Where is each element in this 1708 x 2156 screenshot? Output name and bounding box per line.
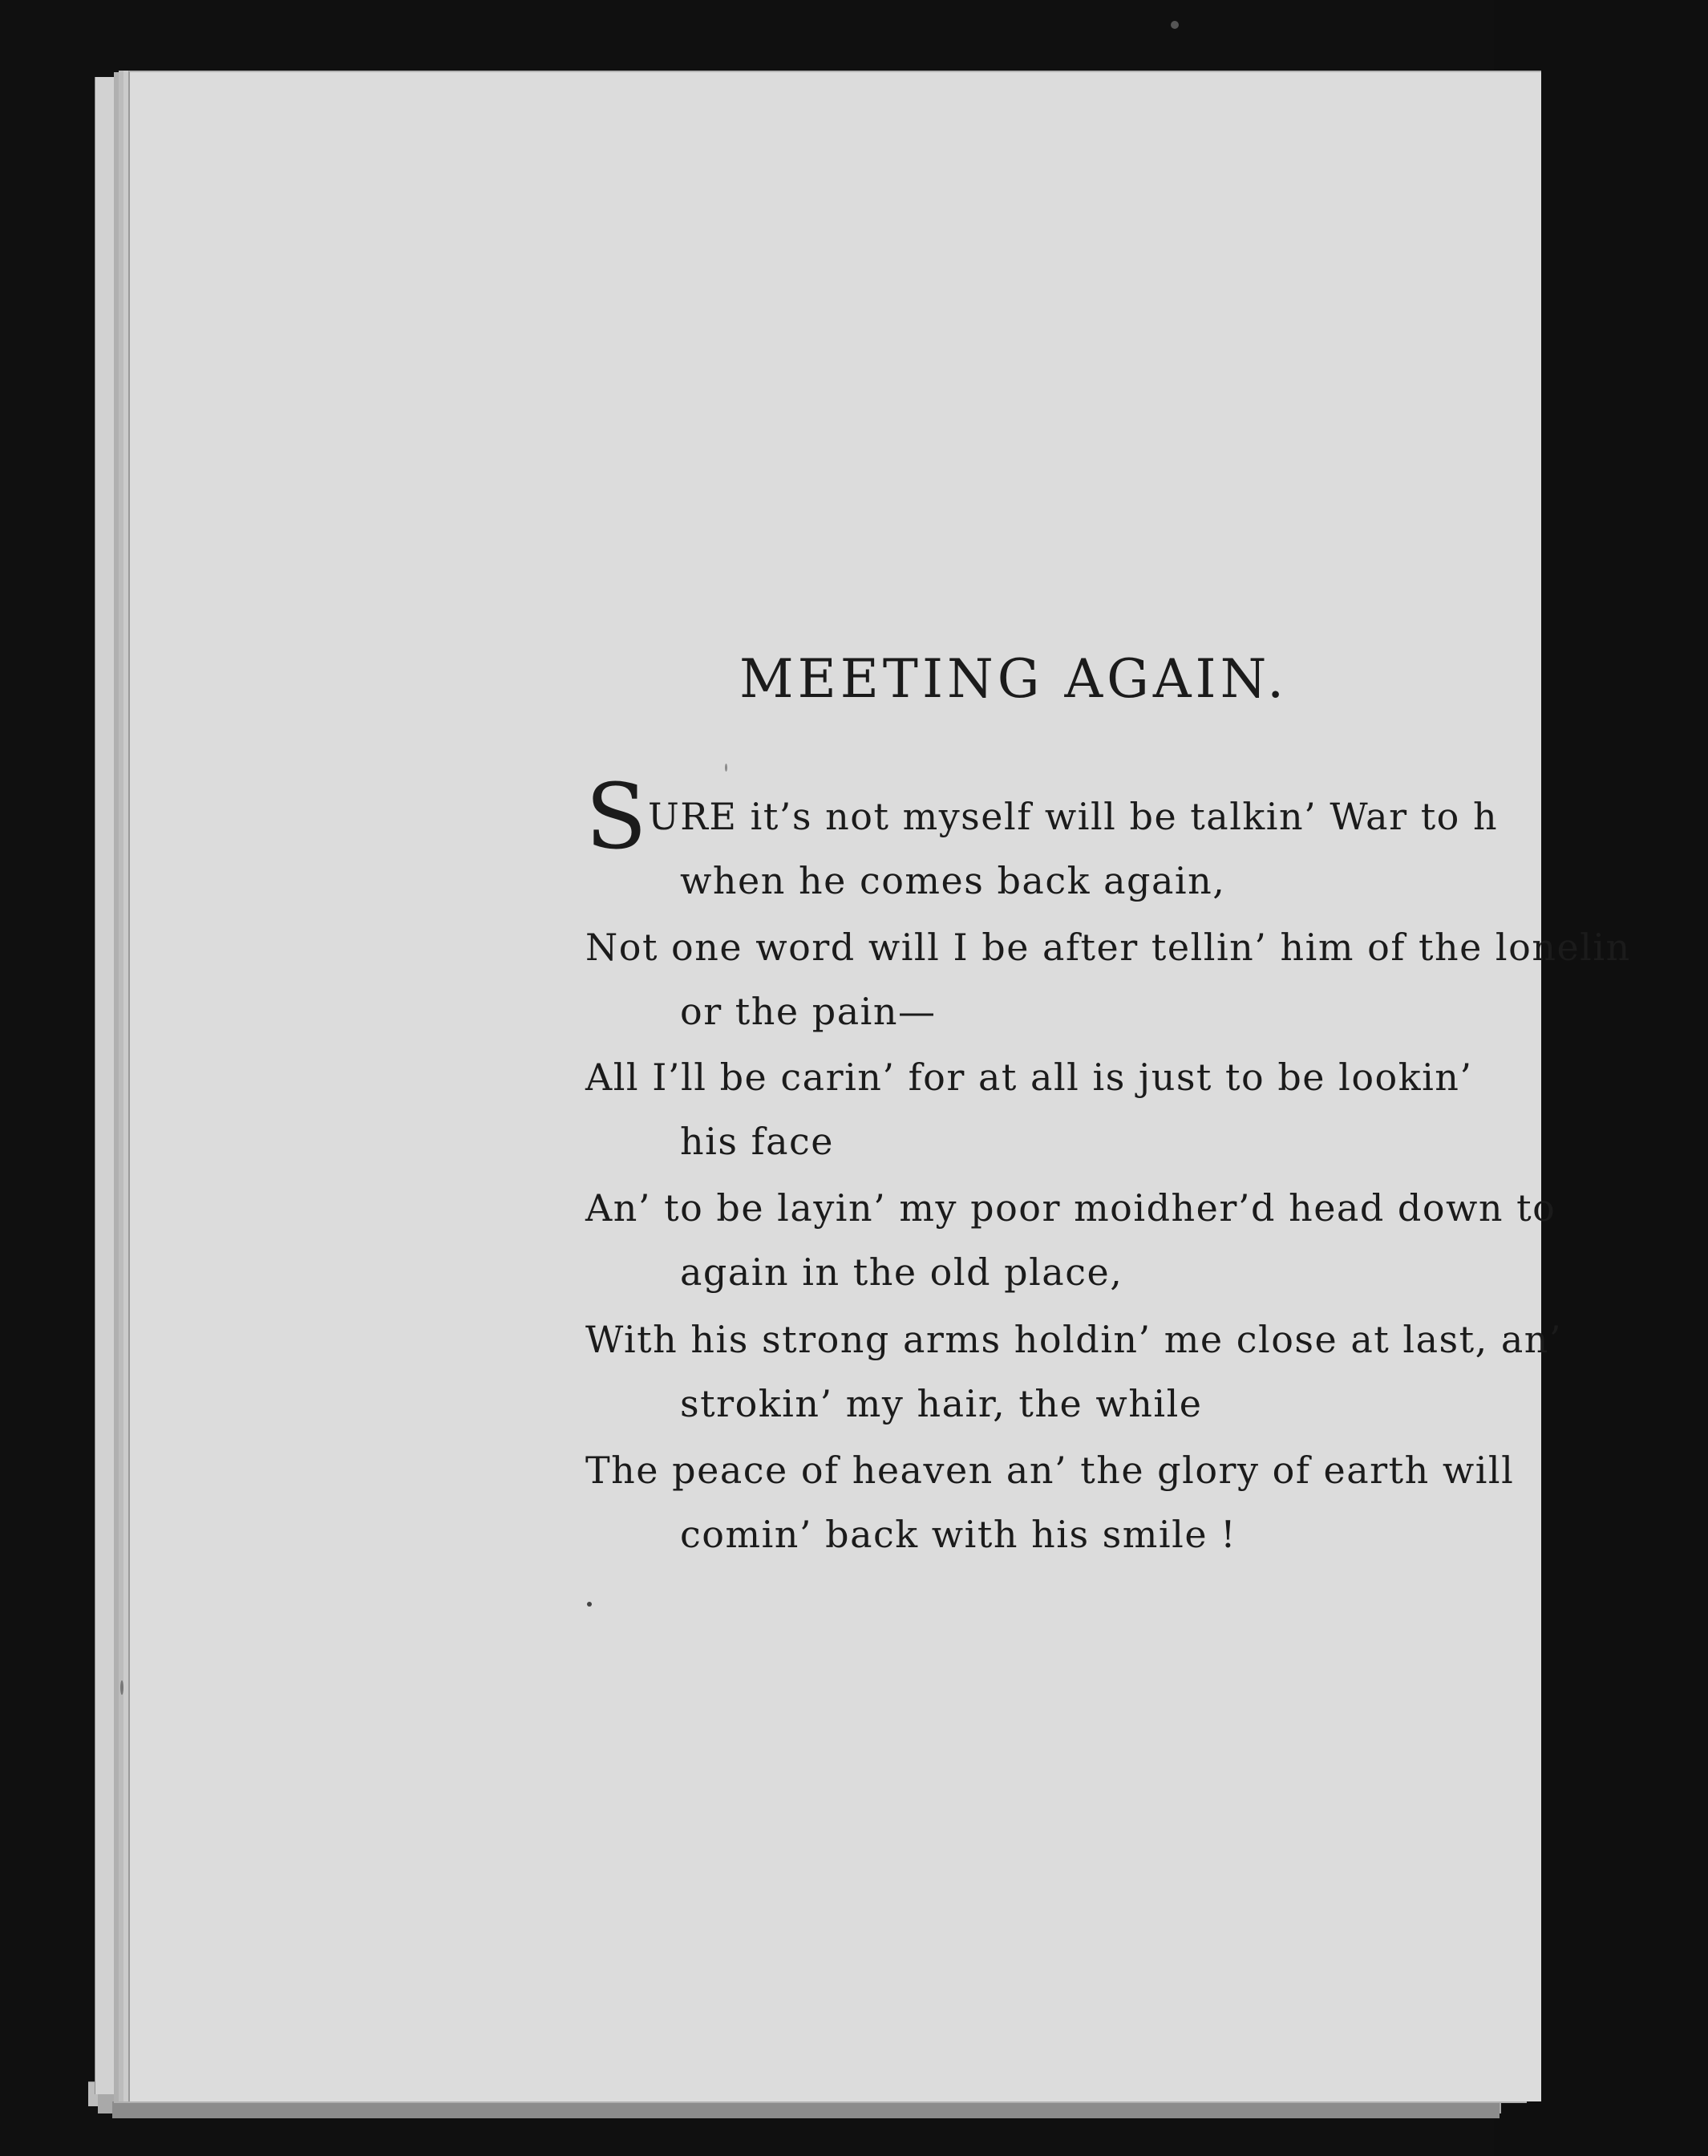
page-edge	[112, 2101, 1500, 2118]
paper-speck	[587, 1602, 592, 1607]
drop-cap: S	[585, 765, 647, 869]
poem-line: URE it’s not myself will be talkin’ War to h	[648, 795, 1499, 838]
poem-line: All I’ll be carin’ for at all is just to be lookin’	[585, 1056, 1473, 1099]
poem-line: The peace of heaven an’ the glory of earth will	[585, 1449, 1515, 1492]
poem-line: again in the old place,	[680, 1250, 1123, 1294]
poem-title: MEETING AGAIN.	[739, 648, 1289, 710]
poem-line: or the pain—	[680, 990, 937, 1033]
scan-speck	[1171, 21, 1179, 29]
poem-line: comin’ back with his smile !	[680, 1513, 1237, 1556]
poem-line: An’ to be layin’ my poor moidher’d head down to	[585, 1186, 1556, 1230]
poem-line: strokin’ my hair, the while	[680, 1382, 1203, 1425]
poem-line: when he comes back again,	[680, 859, 1226, 902]
paper-speck	[725, 764, 727, 772]
scan-speck	[120, 1680, 123, 1695]
book-page	[128, 71, 1631, 2101]
poem-line: Not one word will I be after tellin’ him of the lonelin	[585, 926, 1631, 969]
poem-line: With his strong arms holdin’ me close at last, an’	[585, 1318, 1563, 1361]
page-stack-edge	[95, 77, 127, 2094]
poem-line: his face	[680, 1120, 835, 1163]
